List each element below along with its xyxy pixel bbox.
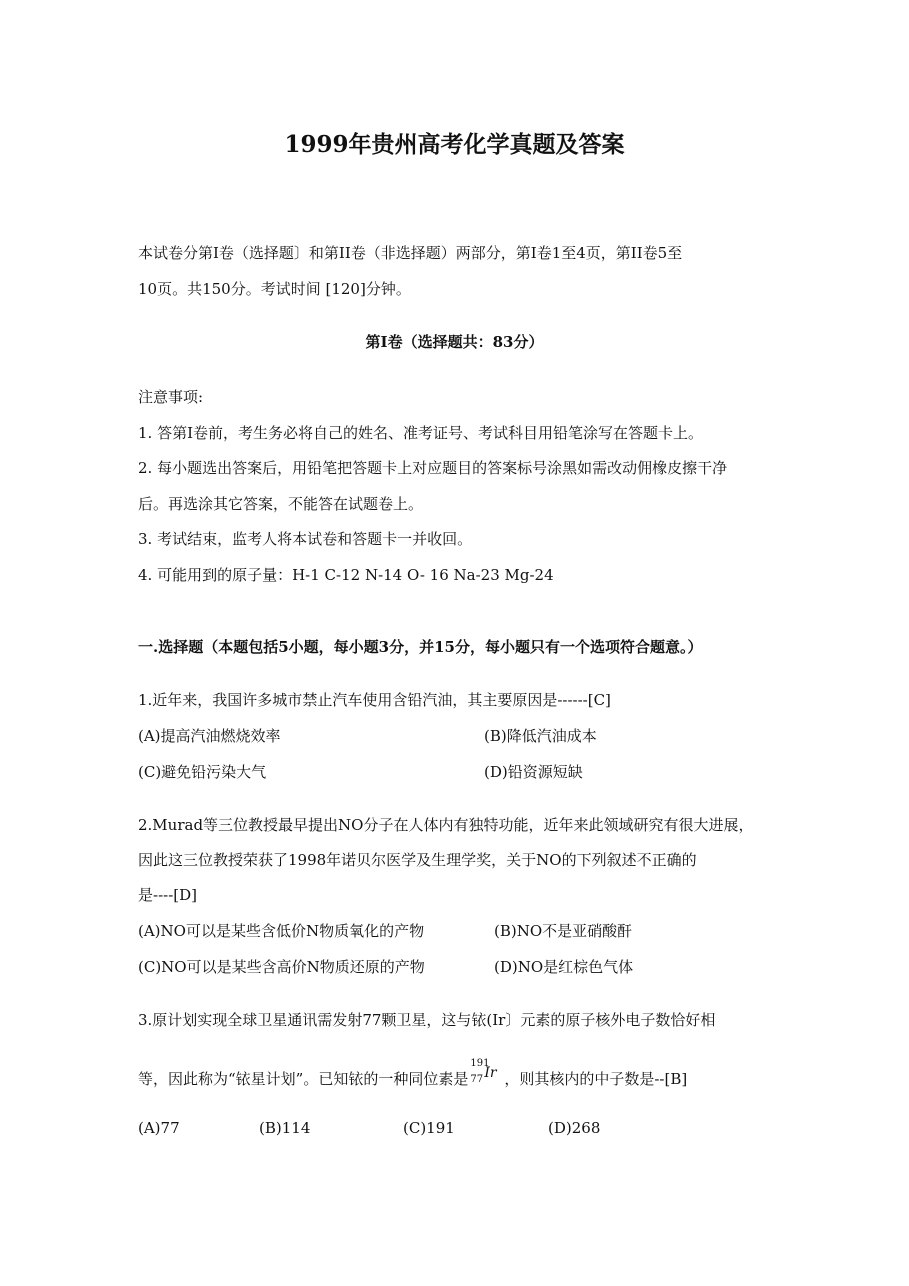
question-1-stem: 1.近年来，我国许多城市禁止汽车使用含铅汽油，其主要原因是------[C] (138, 691, 611, 709)
iridium-isotope-notation (468, 1058, 504, 1089)
isotope-mass-number: 191 (470, 1058, 490, 1069)
note-item: 后。再选涂其它答案，不能答在试题卷上。 (138, 495, 424, 513)
isotope-atomic-number: 77 (470, 1074, 484, 1085)
question-2-option-a: (A)NO可以是某些含低价N物质氧化的产物 (138, 922, 425, 940)
question-2-stem-line-1: 2.Murad等三位教授最早提出NO分子在人体内有独特功能，近年来此领域研究有很大进展， (138, 816, 754, 834)
question-3-option-b: (B)114 (259, 1119, 311, 1137)
question-3-stem-line-1: 3.原计划实现全球卫星通讯需发射77颗卫星，这与铱(Ir〕元素的原子核外电子数恰好相 (138, 1011, 716, 1029)
notes-heading: 注意事项: (138, 388, 204, 406)
page-title: 1999年贵州高考化学真题及答案 (284, 131, 625, 158)
question-1-option-b: (B)降低汽油成本 (484, 727, 597, 745)
question-3-stem-post: ，则其核内的中子数是--[B] (504, 1070, 688, 1088)
question-3-stem-line-2 (138, 1058, 688, 1089)
question-3-option-a: (A)77 (138, 1119, 180, 1137)
question-1-option-c: (C)避免铅污染大气 (138, 763, 267, 781)
note-item: 2. 每小题选出答案后，用铅笔把答题卡上对应题目的答案标号涂黑如需改动佣橡皮擦干净 (138, 459, 728, 477)
intro-line-1: 本试卷分第I卷（选择题〕和第II卷（非选择题）两部分，第I卷1至4页，第II卷5至 (138, 244, 683, 262)
question-2-option-b: (B)NO不是亚硝酸酐 (494, 922, 633, 940)
question-2-option-c: (C)NO可以是某些含高价N物质还原的产物 (138, 958, 425, 976)
question-2-stem-line-2: 因此这三位教授荣获了1998年诺贝尔医学及生理学奖，关于NO的下列叙述不正确的 (138, 851, 697, 869)
intro-line-2: 10页。共150分。考试时间 [120]分钟。 (138, 280, 411, 298)
note-item: 4. 可能用到的原子量：H-1 C-12 N-14 O- 16 Na-23 Mg-24 (138, 566, 554, 584)
question-2-stem-line-3: 是----[D] (138, 886, 198, 904)
question-3-option-c: (C)191 (403, 1119, 455, 1137)
section1-heading: 一.选择题（本题包括5小题，每小题3分，并15分，每小题只有一个选项符合题意。） (138, 638, 703, 656)
isotope-symbol: Ir (484, 1065, 497, 1081)
question-1-option-d: (D)铅资源短缺 (484, 763, 583, 781)
note-item: 1. 答第I卷前，考生务必将自己的姓名、准考证号、考试科目用铅笔涂写在答题卡上。 (138, 424, 704, 442)
question-3-option-d: (D)268 (548, 1119, 601, 1137)
question-3-stem-pre: 等，因此称为“铱星计划”。已知铱的一种同位素是 (138, 1070, 469, 1088)
question-1-option-a: (A)提高汽油燃烧效率 (138, 727, 281, 745)
note-item: 3. 考试结束，监考人将本试卷和答题卡一并收回。 (138, 530, 473, 548)
question-2-option-d: (D)NO是红棕色气体 (494, 958, 634, 976)
part1-heading: 第I卷（选择题共：83分） (365, 333, 544, 351)
